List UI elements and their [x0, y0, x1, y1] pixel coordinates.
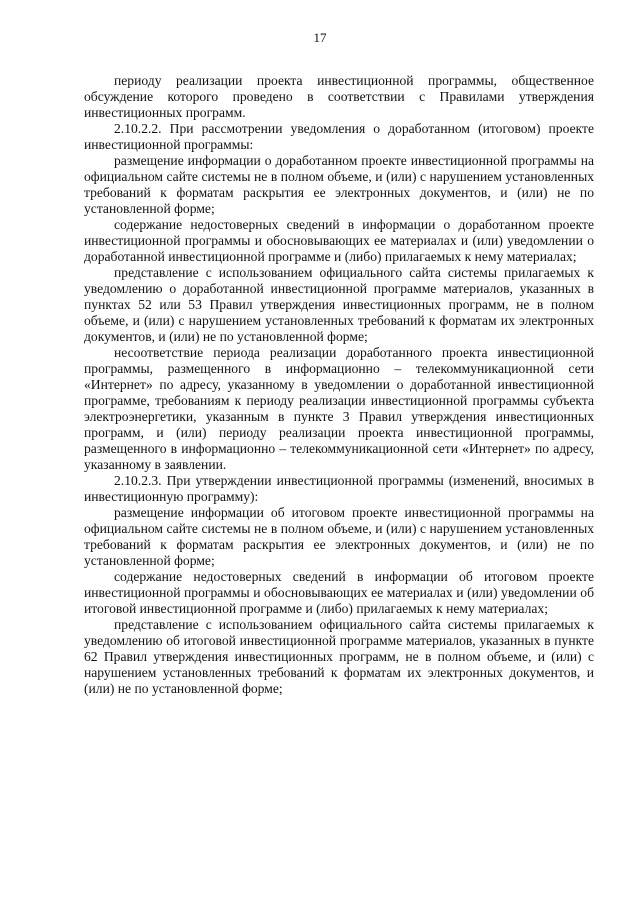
paragraph-item: содержание недостоверных сведений в информации об итоговом проекте инвестиционной программы и обосновывающих ее материалах и (или) уведомлении об итоговой инвестиционной программе и (либо) прилагаемых к нему материалах; — [84, 569, 594, 616]
paragraph-item: несоответствие периода реализации доработанного проекта инвестиционной программы, размещенного в информационно – телекоммуникационной сети «Интернет» по адресу, указанному в уведомлении о доработанной инвестиционной программе, требованиям к периоду реализации инвестиционной программы субъекта электроэнергетики, указанным в пункте 3 Правил утверждения инвестиционных программ, и (или) периоду реализации проекта инвестиционной программы, размещенного в информационно – телекоммуникационной сети «Интернет» по адресу, указанному в заявлении. — [84, 345, 594, 472]
clause-2-10-2-2: 2.10.2.2. При рассмотрении уведомления о доработанном (итоговом) проекте инвестиционной программы: — [84, 121, 594, 152]
clause-2-10-2-3: 2.10.2.3. При утверждении инвестиционной программы (изменений, вносимых в инвестиционную программу): — [84, 473, 594, 504]
paragraph-continuation: периоду реализации проекта инвестиционной программы, общественное обсуждение которого проведено в соответствии с Правилами утверждения инвестиционных программ. — [84, 73, 594, 120]
paragraph-item: представление с использованием официального сайта системы прилагаемых к уведомлению о доработанной инвестиционной программе материалов, указанных в пунктах 52 или 53 Правил утверждения инвестиционных программ, не в полном объеме, и (или) с нарушением установленных требований к форматам их электронных документов, и (или) не по установленной форме; — [84, 265, 594, 344]
page-number: 17 — [313, 30, 327, 45]
paragraph-item: размещение информации о доработанном проекте инвестиционной программы на официальном сайте системы не в полном объеме, и (или) с нарушением установленных требований к форматам раскрытия ее электронных документов, и (или) не по установленной форме; — [84, 153, 594, 216]
document-body — [84, 73, 594, 697]
paragraph-item: размещение информации об итоговом проекте инвестиционной программы на официальном сайте системы не в полном объеме, и (или) с нарушением установленных требований к форматам раскрытия ее электронных документов, и (или) не по установленной форме; — [84, 505, 594, 568]
paragraph-item: содержание недостоверных сведений в информации о доработанном проекте инвестиционной программы и обосновывающих ее материалах и (или) уведомлении о доработанной инвестиционной программе и (либо) прилагаемых к нему материалах; — [84, 217, 594, 264]
paragraph-item: представление с использованием официального сайта системы прилагаемых к уведомлению об итоговой инвестиционной программе материалов, указанных в пункте 62 Правил утверждения инвестиционных программ, не в полном объеме, и (или) с нарушением установленных требований к форматам их электронных документов, и (или) не по установленной форме; — [84, 617, 594, 696]
